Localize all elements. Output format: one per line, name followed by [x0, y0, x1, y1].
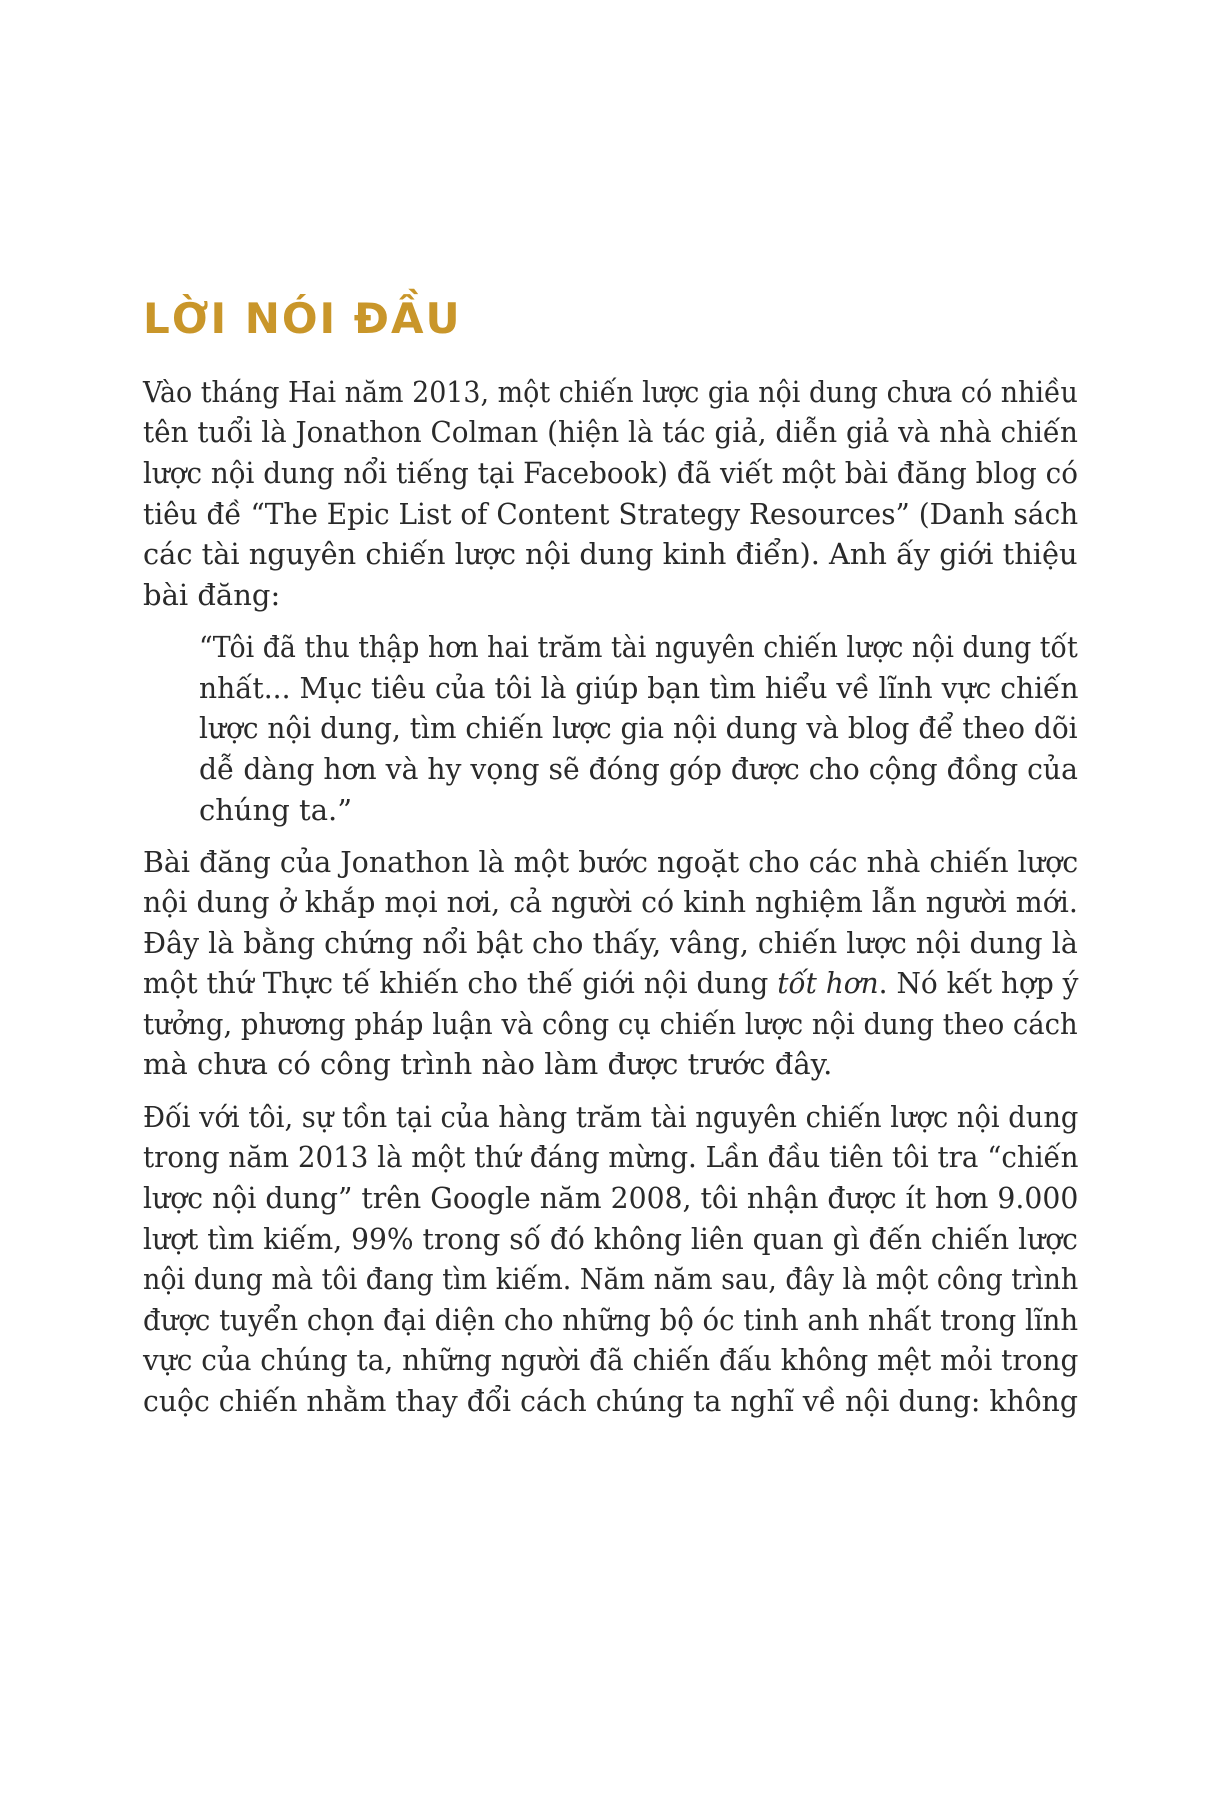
text-line: lượt tìm kiếm, 99% trong số đó không liên quan gì đến chiến lược [143, 1222, 1078, 1256]
text-line-with-emphasis [143, 966, 1079, 1000]
quote-line: lược nội dung, tìm chiến lược gia nội dung và blog để theo dõi [199, 711, 1078, 745]
text-line: Đây là bằng chứng nổi bật cho thấy, vâng, chiến lược nội dung là [143, 926, 1078, 960]
text-line: nội dung ở khắp mọi nơi, cả người có kinh nghiệm lẫn người mới. [143, 885, 1078, 919]
text-line: lược nội dung nổi tiếng tại Facebook) đã viết một bài đăng blog có [143, 456, 1078, 490]
text-line: nội dung mà tôi đang tìm kiếm. Năm năm sau, đây là một công trình [143, 1262, 1079, 1296]
text-segment: . Nó kết hợp ý [878, 966, 1079, 1000]
text-line: các tài nguyên chiến lược nội dung kinh điển). Anh ấy giới thiệu [143, 537, 1078, 571]
quote-line: nhất... Mục tiêu của tôi là giúp bạn tìm hiểu về lĩnh vực chiến [199, 671, 1079, 705]
text-line: tiêu đề “The Epic List of Content Strategy Resources” (Danh sách [143, 497, 1079, 531]
emphasis-text: tốt hơn [777, 966, 879, 1000]
text-line: được tuyển chọn đại diện cho những bộ óc tinh anh nhất trong lĩnh [143, 1303, 1079, 1337]
text-line: trong năm 2013 là một thứ đáng mừng. Lần đầu tiên tôi tra “chiến [143, 1140, 1079, 1174]
text-line: tên tuổi là Jonathon Colman (hiện là tác giả, diễn giả và nhà chiến [143, 415, 1078, 449]
text-line: lược nội dung” trên Google năm 2008, tôi nhận được ít hơn 9.000 [143, 1181, 1079, 1215]
text-line: Bài đăng của Jonathon là một bước ngoặt cho các nhà chiến lược [143, 845, 1079, 879]
text-line: Vào tháng Hai năm 2013, một chiến lược gia nội dung chưa có nhiều [143, 375, 1078, 409]
quote-line: chúng ta.” [199, 793, 353, 827]
text-line: tưởng, phương pháp luận và công cụ chiến lược nội dung theo cách [143, 1007, 1078, 1041]
chapter-heading: LỜI NÓI ĐẦU [143, 294, 462, 343]
quote-line: “Tôi đã thu thập hơn hai trăm tài nguyên chiến lược nội dung tốt [199, 630, 1078, 664]
text-line: Đối với tôi, sự tồn tại của hàng trăm tài nguyên chiến lược nội dung [143, 1100, 1079, 1134]
text-line: mà chưa có công trình nào làm được trước đây. [143, 1047, 833, 1081]
text-line: bài đăng: [143, 578, 281, 612]
text-line: vực của chúng ta, những người đã chiến đấu không mệt mỏi trong [143, 1343, 1079, 1377]
text-line: cuộc chiến nhằm thay đổi cách chúng ta nghĩ về nội dung: không [143, 1384, 1078, 1418]
quote-line: dễ dàng hơn và hy vọng sẽ đóng góp được cho cộng đồng của [199, 752, 1078, 786]
text-segment: một thứ Thực tế khiến cho thế giới nội dung [143, 966, 778, 1000]
